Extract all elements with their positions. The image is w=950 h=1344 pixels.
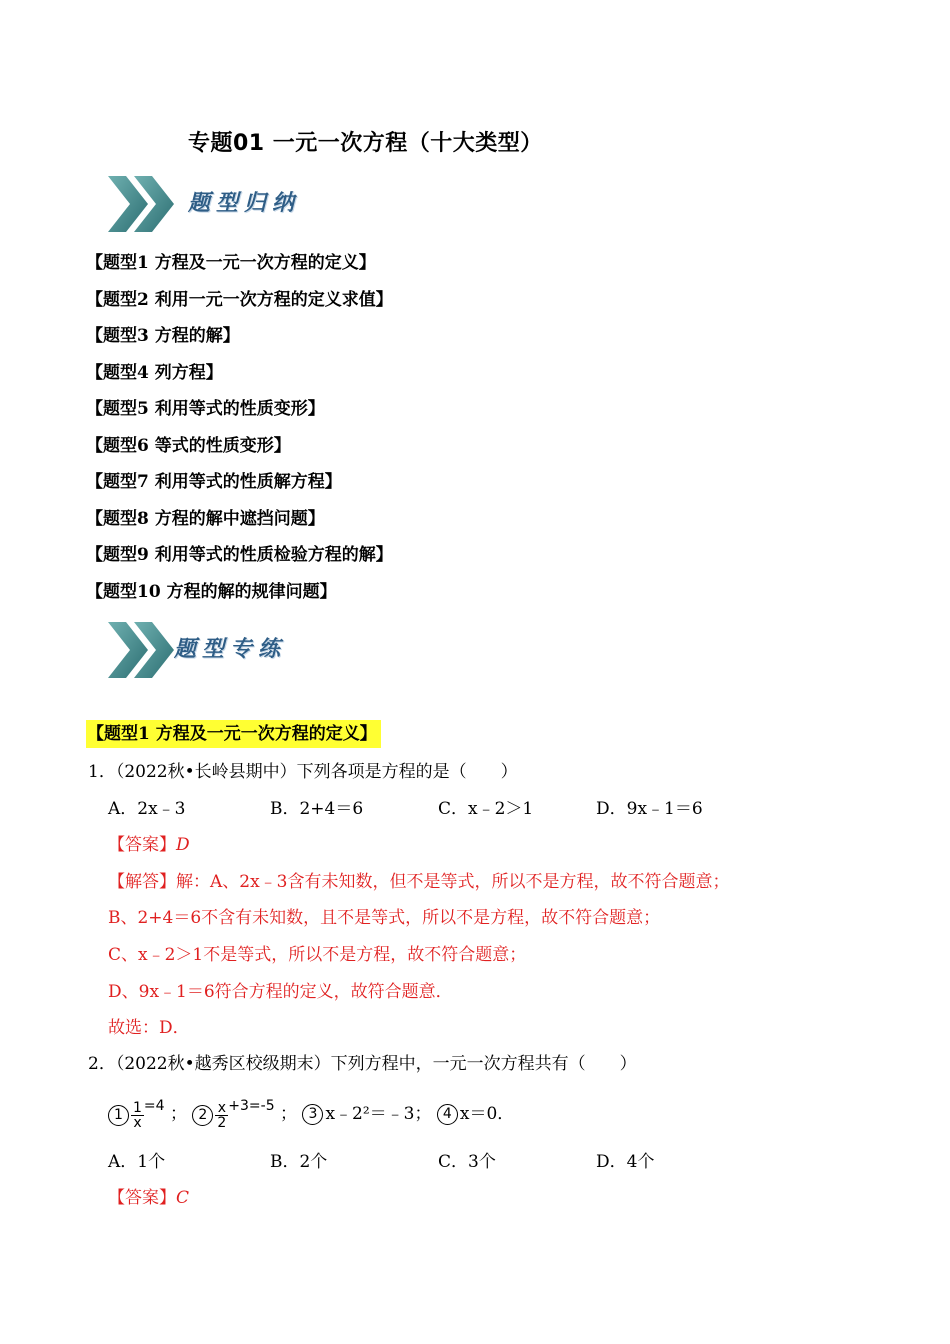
- double-chevron-icon: [104, 618, 184, 682]
- q2-item-1: 1 $\frac{1}{x}$ =4: [108, 1096, 165, 1136]
- question-1-stem: 1．（2022秋•长岭县期中）下列各项是方程的是（ ）: [88, 762, 518, 782]
- q2-item-3: x﹣2²＝﹣3；: [325, 1104, 432, 1124]
- topic-list: [86, 248, 393, 613]
- answer-label: 【答案】: [108, 835, 176, 855]
- section-heading: 【题型1 方程及一元一次方程的定义】: [86, 720, 381, 748]
- fraction: $\frac{1}{x}$: [133, 1100, 142, 1131]
- q1-option-c: C．x﹣2＞1: [438, 799, 534, 819]
- topic-item: 【题型6 等式的性质变形】: [86, 435, 291, 456]
- q2-item-2: 2 $\frac{x}{2}$ +3=-5: [192, 1096, 274, 1136]
- q1-option-d: D．9x﹣1＝6: [596, 799, 703, 819]
- q2-equation-list: 1 $\frac{1}{x}$ =4 ； 2 $\frac{x}{2}$ +3=-5 ； 3 x﹣2²＝﹣3； 4 x＝0．: [108, 1094, 514, 1136]
- topic-item: 【题型10 方程的解的规律问题】: [86, 581, 337, 602]
- topic-item: 【题型3 方程的解】: [86, 326, 240, 346]
- q2-option-a: A．1个: [108, 1152, 166, 1172]
- topic-item: 【题型9 利用等式的性质检验方程的解】: [86, 545, 393, 565]
- solution-text: 解：A、2x﹣3含有未知数，但不是等式，所以不是方程，故不符合题意；: [176, 872, 730, 892]
- topic-item: 【题型2 利用一元一次方程的定义求值】: [86, 289, 393, 310]
- circled-number: 4: [437, 1104, 458, 1125]
- q1-solution-line: [108, 869, 730, 895]
- topic-item: 【题型8 方程的解中遮挡问题】: [86, 508, 325, 529]
- q1-solution-line: 故选：D．: [108, 1018, 190, 1038]
- topic-item: 【题型5 利用等式的性质变形】: [86, 399, 325, 419]
- q2-option-d: D．4个: [596, 1152, 655, 1172]
- q1-option-b: B．2+4＝6: [270, 799, 364, 819]
- circled-number: 2: [192, 1105, 213, 1126]
- question-2-stem: 2．（2022秋•越秀区校级期末）下列方程中，一元一次方程共有（ ）: [88, 1054, 637, 1074]
- section-banner-summary: [104, 172, 334, 236]
- q2-item-4: x＝0．: [459, 1104, 515, 1124]
- circled-number: 1: [108, 1105, 129, 1126]
- answer-label: 【答案】: [108, 1188, 176, 1208]
- circled-number: 3: [302, 1104, 323, 1125]
- banner-label: 题型归纳: [188, 190, 301, 216]
- topic-item: 【题型4 列方程】: [86, 362, 223, 383]
- banner-label: 题型专练: [174, 636, 287, 662]
- document-title: 专题01 一元一次方程（十大类型）: [188, 131, 543, 156]
- solution-label: 【解答】: [108, 872, 176, 892]
- answer-value: D: [176, 835, 190, 855]
- section-banner-practice: [104, 618, 334, 682]
- q1-option-a: A．2x﹣3: [108, 799, 186, 819]
- q1-solution-line: B、2+4＝6不含有未知数，且不是等式，所以不是方程，故不符合题意；: [108, 908, 661, 928]
- q2-option-b: B．2个: [270, 1152, 328, 1172]
- topic-item: 【题型1 方程及一元一次方程的定义】: [86, 253, 376, 273]
- q1-answer: [108, 832, 190, 858]
- topic-item: 【题型7 利用等式的性质解方程】: [86, 472, 342, 492]
- q2-option-c: C．3个: [438, 1152, 496, 1172]
- q1-solution-line: D、9x﹣1＝6符合方程的定义，故符合题意．: [108, 982, 453, 1002]
- answer-value: C: [176, 1188, 190, 1208]
- double-chevron-icon: [104, 172, 184, 236]
- q1-solution-line: C、x﹣2＞1不是等式，所以不是方程，故不符合题意；: [108, 945, 527, 965]
- fraction: $\frac{x}{2}$: [217, 1100, 227, 1131]
- q2-answer: [108, 1185, 189, 1211]
